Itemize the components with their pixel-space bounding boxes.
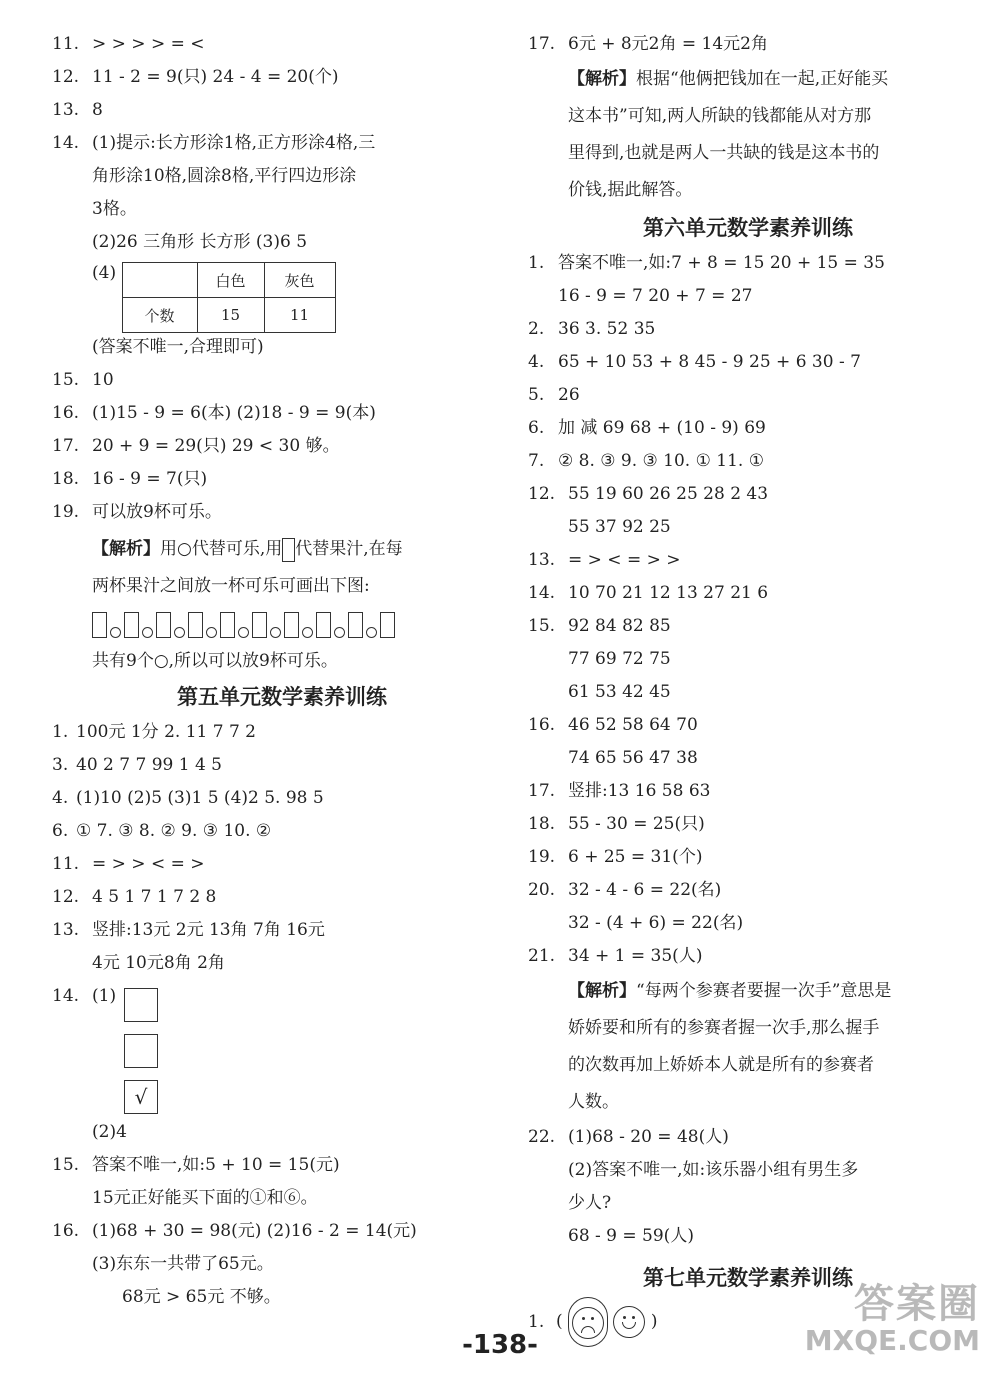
watermark-url: MXQE.COM [804, 1324, 980, 1357]
u5-answer-16-line3: 68元 > 65元 不够。 [122, 1287, 281, 1307]
analysis-tag: 【解析】 [92, 539, 160, 559]
u5-answer-6: 6. ① 7. ③ 8. ② 9. ③ 10. ② [52, 821, 272, 841]
cola-cup-icon [142, 627, 153, 638]
juice-cup-icon [188, 612, 203, 638]
u5-answer-15-line2: 15元正好能买下面的①和⑥。 [92, 1188, 318, 1208]
juice-cup-icon [316, 612, 331, 638]
u5-answer-16-line2: (3)东东一共带了65元。 [92, 1254, 274, 1274]
table-corner-cell [122, 263, 197, 298]
u6-answer-5: 5. 26 [528, 385, 580, 405]
cola-cup-icon [302, 627, 313, 638]
u6-answer-15: 15. 92 84 82 85 [528, 616, 671, 636]
u6-answer-22-line4: 68 - 9 = 59(人) [568, 1226, 694, 1246]
u5-answer-11: 11. = > > < = > [52, 854, 205, 874]
u6-answer-20: 20. 32 - 4 - 6 = 22(名) [528, 880, 722, 900]
u6-answer-17: 17. 竖排:13 16 58 63 [528, 781, 711, 801]
u7-answer-1: 1. ( ) [528, 1297, 968, 1341]
answer-14-note: (答案不唯一,合理即可) [92, 337, 264, 357]
answer-17-analysis-line2: 这本书”可知,两人所缺的钱都能从对方那 [568, 106, 872, 126]
u6-answer-16: 16. 46 52 58 64 70 [528, 715, 698, 735]
u6-answer-18: 18. 55 - 30 = 25(只) [528, 814, 705, 834]
u6-answer-19: 19. 6 + 25 = 31(个) [528, 847, 703, 867]
answer-14-table-block [52, 259, 482, 331]
answer-16: 16. (1)15 - 9 = 6(本) (2)18 - 9 = 9(本) [52, 403, 376, 423]
table-cell-white: 15 [197, 298, 264, 333]
u6-answer-7: 7. ② 8. ③ 9. ③ 10. ① 11. ① [528, 451, 764, 471]
answer-19: 19. 可以放9杯可乐。 [52, 502, 222, 522]
unit7-title: 第七单元数学素养训练 [643, 1266, 853, 1290]
answer-14-line4: (2)26 三角形 长方形 (3)6 5 [92, 232, 308, 252]
table-cell-gray: 11 [264, 298, 335, 333]
left-column [52, 28, 482, 1314]
cola-cup-icon [334, 627, 345, 638]
cup-diagram [52, 605, 482, 645]
u6-answer-22: 22. (1)68 - 20 = 48(人) [528, 1127, 729, 1147]
u6-answer-4: 4. 65 + 10 53 + 8 45 - 9 25 + 6 30 - 7 [528, 352, 861, 372]
u6-answer-14: 14. 10 70 21 12 13 27 21 6 [528, 583, 769, 603]
u5-answer-13-line2: 4元 10元8角 2角 [92, 953, 225, 973]
answer-17-analysis-line3: 里得到,也就是两人一共缺的钱是这本书的 [568, 143, 880, 163]
table-row-label: 个数 [122, 298, 197, 333]
juice-cup-icon [380, 612, 395, 638]
juice-cup-icon [220, 612, 235, 638]
u6-answer-21-analysis-line2: 娇娇要和所有的参赛者握一次手,那么握手 [568, 1018, 880, 1038]
answer-19-analysis-line2: 两杯果汁之间放一杯可乐可画出下图: [92, 576, 370, 596]
unit5-title: 第五单元数学素养训练 [177, 685, 387, 709]
empty-checkbox-icon [124, 1034, 158, 1068]
answer-13: 13. 8 [52, 100, 103, 120]
u5-answer-14-part2: (2)4 [92, 1122, 127, 1142]
u6-answer-22-line2: (2)答案不唯一,如:该乐器小组有男生多 [568, 1160, 859, 1180]
u6-answer-13: 13. = > < = > > [528, 550, 681, 570]
u5-answer-1: 1. 100元 1分 2. 11 7 7 2 [52, 722, 256, 742]
cola-cup-icon [206, 627, 217, 638]
answer-17-analysis-line4: 价钱,据此解答。 [568, 180, 693, 200]
juice-cup-icon [284, 612, 299, 638]
u6-answer-1: 1. 答案不唯一,如:7 + 8 = 15 20 + 15 = 35 [528, 253, 885, 273]
juice-box-icon [282, 538, 295, 562]
juice-cup-icon [252, 612, 267, 638]
u6-answer-1-line2: 16 - 9 = 7 20 + 7 = 27 [558, 286, 753, 306]
watermark-text: 答案圈 [854, 1281, 980, 1327]
juice-cup-icon [92, 612, 107, 638]
u6-answer-22-line3: 少人? [568, 1193, 612, 1213]
cola-cup-icon [238, 627, 249, 638]
cola-cup-icon [270, 627, 281, 638]
answer-19-analysis: 【解析】用○代替可乐,用 代替果汁,在每 [52, 531, 482, 568]
u5-answer-4: 4. (1)10 (2)5 (3)1 5 (4)2 5. 98 5 [52, 788, 324, 808]
empty-checkbox-icon [124, 988, 158, 1022]
juice-cup-icon [124, 612, 139, 638]
answer-15: 15. 10 [52, 370, 114, 390]
u6-answer-16-line2: 74 65 56 47 38 [568, 748, 698, 768]
cola-cup-icon [366, 627, 377, 638]
watermark-logo [805, 1282, 980, 1356]
table-header-gray: 灰色 [264, 263, 335, 298]
answer-11: 11. > > > > = < [52, 34, 205, 54]
u5-answer-3: 3. 40 2 7 7 99 1 4 5 [52, 755, 222, 775]
table-label: (4) [92, 263, 117, 283]
u6-answer-15-line3: 61 53 42 45 [568, 682, 671, 702]
u6-answer-21-analysis-line3: 的次数再加上娇娇本人就是所有的参赛者 [568, 1055, 874, 1075]
answer-17: 17. 20 + 9 = 29(只) 29 < 30 够。 [52, 436, 340, 456]
u6-answer-12-line2: 55 37 92 25 [568, 517, 671, 537]
u5-answer-13: 13. 竖排:13元 2元 13角 7角 16元 [52, 920, 325, 940]
u5-answer-15: 15. 答案不唯一,如:5 + 10 = 15(元) [52, 1155, 340, 1175]
u5-answer-16: 16. (1)68 + 30 = 98(元) (2)16 - 2 = 14(元) [52, 1221, 417, 1241]
count-table [122, 262, 336, 333]
checked-checkbox-icon: √ [124, 1080, 158, 1114]
juice-cup-icon [156, 612, 171, 638]
unit6-title: 第六单元数学素养训练 [643, 216, 853, 240]
u6-answer-21-analysis: 【解析】“每两个参赛者要握一次手”意思是 [568, 981, 892, 1001]
u6-answer-6: 6. 加 减 69 68 + (10 - 9) 69 [528, 418, 766, 438]
u6-answer-20-line2: 32 - (4 + 6) = 22(名) [568, 913, 744, 933]
u6-answer-21-analysis-line4: 人数。 [568, 1092, 619, 1112]
answer-14-line2: 角形涂10格,圆涂8格,平行四边形涂 [92, 166, 357, 186]
answer-17-analysis: 【解析】根据“他俩把钱加在一起,正好能买 [568, 69, 889, 89]
answer-12: 12. 11 - 2 = 9(只) 24 - 4 = 20(个) [52, 67, 339, 87]
answer-18: 18. 16 - 9 = 7(只) [52, 469, 208, 489]
u6-answer-2: 2. 36 3. 52 35 [528, 319, 656, 339]
answer-19-conclusion: 共有9个○,所以可以放9杯可乐。 [92, 651, 338, 671]
right-column [528, 28, 968, 1341]
answer-17-right: 17. 6元 + 8元2角 = 14元2角 [528, 34, 768, 54]
u5-answer-12: 12. 4 5 1 7 1 7 2 8 [52, 887, 217, 907]
cola-cup-icon [174, 627, 185, 638]
answer-14-line3: 3格。 [92, 199, 137, 219]
juice-cup-icon [348, 612, 363, 638]
table-header-white: 白色 [197, 263, 264, 298]
analysis-tag: 【解析】 [568, 69, 636, 89]
page-number: -138- [462, 1330, 538, 1360]
u6-answer-12: 12. 55 19 60 26 25 28 2 43 [528, 484, 769, 504]
u5-answer-14: 14. (1) √ [52, 980, 482, 1116]
answer-14: 14. (1)提示:长方形涂1格,正方形涂4格,三 [52, 133, 376, 153]
u6-answer-21: 21. 34 + 1 = 35(人) [528, 946, 703, 966]
cola-cup-icon [110, 627, 121, 638]
u6-answer-15-line2: 77 69 72 75 [568, 649, 671, 669]
analysis-tag: 【解析】 [568, 981, 636, 1001]
